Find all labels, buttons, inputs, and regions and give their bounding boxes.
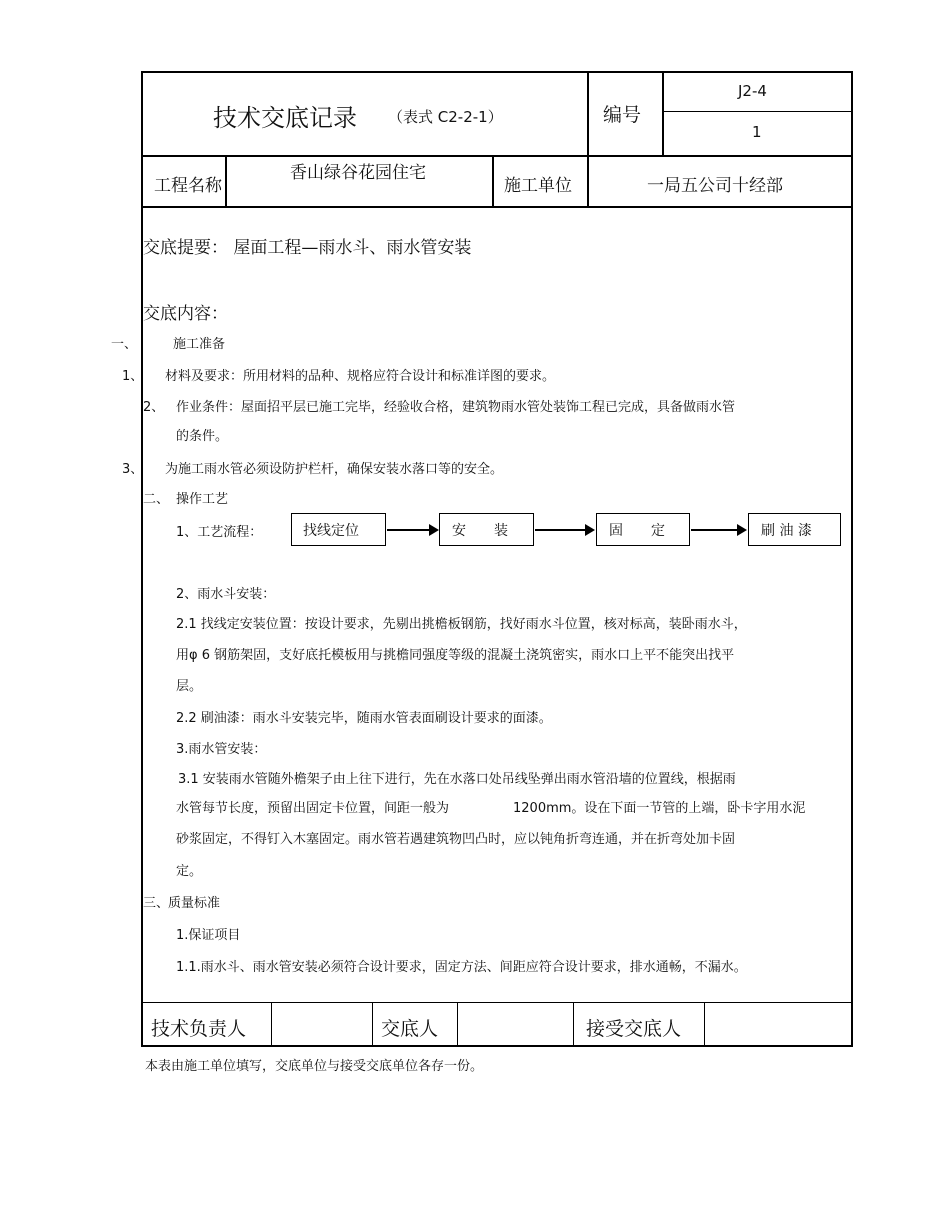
unit-label: 施工单位 xyxy=(504,176,572,196)
item-number: 1、 xyxy=(122,369,144,384)
paragraph-text: 层。 xyxy=(176,679,203,694)
paragraph-title: 1.保证项目 xyxy=(176,928,241,943)
section-number: 三、 xyxy=(143,896,170,911)
table-border-right xyxy=(851,71,853,1047)
info-divider xyxy=(225,155,227,207)
tech-lead-signature-field[interactable] xyxy=(276,1014,368,1040)
item-number: 3、 xyxy=(122,462,144,477)
flow-step-label: 找线定位 xyxy=(303,522,359,539)
flow-step xyxy=(596,513,690,546)
paragraph-text: 1200mm。设在下面一节管的上端，卧卡字用水泥 xyxy=(513,801,806,816)
paragraph-text: 2.2 刷油漆：雨水斗安装完毕，随雨水管表面刷设计要求的面漆。 xyxy=(176,711,552,726)
flow-label: 1、工艺流程： xyxy=(176,525,263,540)
sign-divider xyxy=(271,1002,272,1046)
info-divider xyxy=(587,155,589,207)
number-label: 编号 xyxy=(603,104,642,126)
sign-divider xyxy=(372,1002,373,1046)
item-text: 作业条件：屋面招平层已施工完毕，经验收合格，建筑物雨水管处装饰工程已完成，具备做雨水管 xyxy=(176,400,736,415)
paragraph-text: 2.1 找线定安装位置：按设计要求，先剔出挑檐板钢筋，找好雨水斗位置，核对标高，装卧雨水斗， xyxy=(176,617,747,632)
paragraph-text: 定。 xyxy=(176,864,203,879)
sign-divider xyxy=(457,1002,458,1046)
presenter-signature-field[interactable] xyxy=(462,1014,568,1040)
info-divider xyxy=(492,155,494,207)
row-divider xyxy=(141,1002,853,1003)
header-divider xyxy=(662,71,664,157)
document-title: 技术交底记录 xyxy=(213,104,357,132)
flow-step-label: 安 装 xyxy=(452,522,508,539)
presenter-label: 交底人 xyxy=(381,1018,439,1040)
row-divider xyxy=(141,155,853,157)
form-code: （表式 C2-2-1） xyxy=(388,108,503,126)
tech-lead-label: 技术负责人 xyxy=(151,1018,247,1040)
item-number: 2、 xyxy=(143,400,165,415)
header-divider xyxy=(587,71,589,157)
row-divider xyxy=(141,206,853,208)
item-text: 的条件。 xyxy=(176,429,229,444)
flow-step xyxy=(439,513,534,546)
flow-step-label: 固 定 xyxy=(609,522,665,539)
section-title: 质量标准 xyxy=(168,896,221,911)
flow-step xyxy=(291,513,386,546)
footnote: 本表由施工单位填写，交底单位与接受交底单位各存一份。 xyxy=(145,1059,484,1074)
content-label: 交底内容： xyxy=(143,304,228,324)
project-label: 工程名称 xyxy=(154,176,222,196)
flow-arrow xyxy=(535,529,593,531)
paragraph-text: 用φ 6 钢筋架固，支好底托模板用与挑檐同强度等级的混凝土浇筑密实，雨水口上平不能突出找平 xyxy=(176,648,735,663)
paragraph-text: 1.1.雨水斗、雨水管安装必须符合设计要求，固定方法、间距应符合设计要求，排水通畅，不漏水。 xyxy=(176,960,747,975)
number-divider xyxy=(662,111,853,112)
sign-divider xyxy=(704,1002,705,1046)
item-text: 材料及要求：所用材料的品种、规格应符合设计和标准详图的要求。 xyxy=(165,369,556,384)
receiver-label: 接受交底人 xyxy=(586,1018,682,1040)
paragraph-title: 2、雨水斗安装： xyxy=(176,587,276,602)
section-title: 施工准备 xyxy=(173,337,226,352)
project-value[interactable]: 香山绿谷花园住宅 xyxy=(290,163,426,183)
flow-arrow xyxy=(691,529,745,531)
section-number: 一、 xyxy=(111,337,138,352)
number-seq[interactable]: 1 xyxy=(752,123,762,141)
flow-step-label: 刷 油 漆 xyxy=(761,522,812,539)
table-border-top xyxy=(141,71,853,73)
item-text: 为施工雨水管必须设防护栏杆，确保安装水落口等的安全。 xyxy=(165,462,504,477)
flow-arrow xyxy=(387,529,437,531)
paragraph-text: 3.1 安装雨水管随外檐架子由上往下进行，先在水落口处吊线坠弹出雨水管沿墙的位置线，根据雨 xyxy=(178,772,736,787)
paragraph-text: 水管每节长度，预留出固定卡位置，间距一般为 xyxy=(176,801,450,816)
sign-divider xyxy=(573,1002,574,1046)
flow-step xyxy=(748,513,841,546)
section-number: 二、 xyxy=(143,492,170,507)
number-value[interactable]: J2-4 xyxy=(738,82,767,100)
receiver-signature-field[interactable] xyxy=(709,1014,847,1040)
summary: 交底提要： 屋面工程—雨水斗、雨水管安装 xyxy=(143,238,472,258)
paragraph-text: 砂浆固定，不得钉入木塞固定。雨水管若遇建筑物凹凸时，应以钝角折弯连通，并在折弯处加卡固 xyxy=(176,832,736,847)
unit-value[interactable]: 一局五公司十经部 xyxy=(647,176,783,196)
paragraph-title: 3.雨水管安装： xyxy=(176,742,267,757)
table-border-bottom xyxy=(141,1045,853,1047)
section-title: 操作工艺 xyxy=(176,492,229,507)
